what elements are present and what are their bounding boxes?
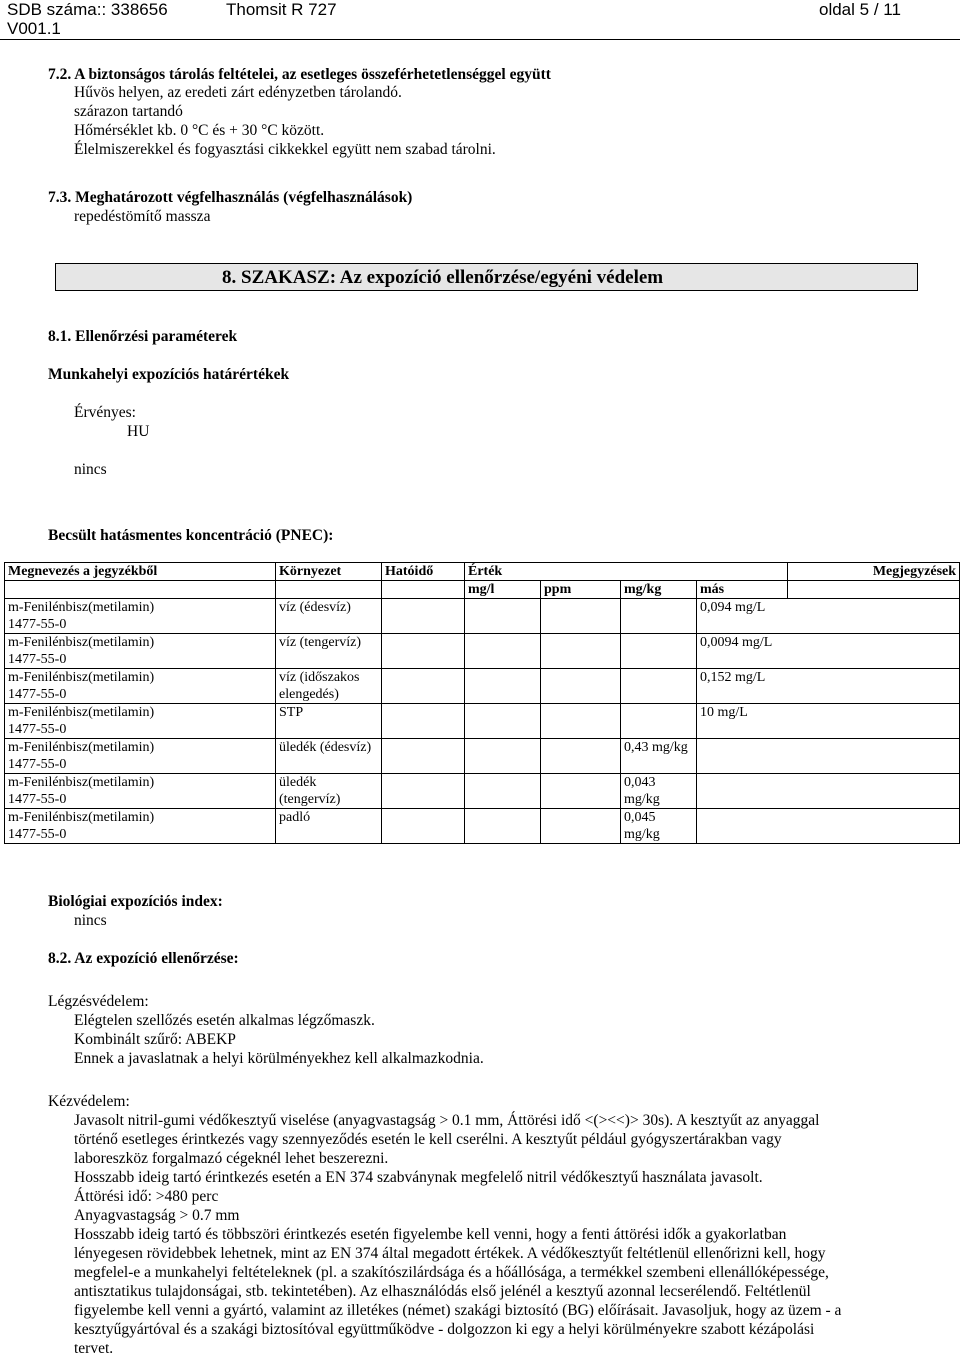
- environment: üledék (édesvíz): [276, 739, 382, 774]
- end-use-line: repedéstömítő massza: [74, 208, 211, 225]
- hand-line: Hosszabb ideig tartó érintkezés esetén a EN 374 szabványnak megfelelő nitril védőkesztyű használata javasolt.: [74, 1169, 763, 1186]
- value-other: [697, 809, 960, 844]
- header-rule: [0, 39, 960, 40]
- hand-line: laboreszköz forgalmazó cégeknél lehet beszerezni.: [74, 1150, 389, 1167]
- value-other: 0,094 mg/L: [697, 599, 960, 634]
- respiratory-line: Elégtelen szellőzés esetén alkalmas légzőmaszk.: [74, 1012, 375, 1029]
- respiratory-line: Kombinált szűrő: ABEKP: [74, 1031, 236, 1048]
- substance-name: m-Fenilénbisz(metilamin): [8, 810, 155, 825]
- product-name: Thomsit R 727: [226, 0, 337, 19]
- cas-number: 1477-55-0: [8, 827, 67, 842]
- value-mgkg: [621, 704, 697, 739]
- substance-name: m-Fenilénbisz(metilamin): [8, 775, 155, 790]
- storage-line: szárazon tartandó: [74, 103, 183, 120]
- environment: üledék (tengervíz): [276, 774, 382, 809]
- version: V001.1: [7, 19, 61, 38]
- substance-name: m-Fenilénbisz(metilamin): [8, 600, 155, 615]
- workplace-none: nincs: [74, 461, 107, 478]
- environment: víz (édesvíz): [276, 599, 382, 634]
- value-mgkg: [621, 669, 697, 704]
- unit-mgl: mg/l: [465, 581, 541, 599]
- hand-line: tervet.: [74, 1340, 114, 1357]
- table-row: [5, 739, 960, 774]
- workplace-limits-title: Munkahelyi expozíciós határértékek: [48, 366, 290, 383]
- environment: padló: [276, 809, 382, 844]
- respiratory-line: Ennek a javaslatnak a helyi körülményekhez kell alkalmazkodnia.: [74, 1050, 484, 1067]
- value-mgkg: [621, 599, 697, 634]
- value-other: [697, 774, 960, 809]
- bio-index-title: Biológiai expozíciós index:: [48, 893, 223, 910]
- cas-number: 1477-55-0: [8, 687, 67, 702]
- hand-line: megfelel-e a munkahelyi feltételeknek (pl. a szakítószilárdsága és a hőállósága, a termékkel szembeni ellenállóképessége,: [74, 1264, 829, 1281]
- table-row: [5, 634, 960, 669]
- value-other: 0,152 mg/L: [697, 669, 960, 704]
- storage-line: Hűvös helyen, az eredeti zárt edényzetben tárolandó.: [74, 84, 402, 101]
- environment: víz (időszakos elengedés): [276, 669, 382, 704]
- hand-line: Javasolt nitril-gumi védőkesztyű viselése (anyagvastagság > 0.1 mm, Áttörési idő <(><<)> 30s). A kesztyűt az anyaggal: [74, 1112, 820, 1129]
- hand-line: Anyagvastagság > 0.7 mm: [74, 1207, 240, 1224]
- section-8-title: 8. SZAKASZ: Az expozíció ellenőrzése/egyéni védelem: [222, 267, 664, 288]
- section-8-header: [55, 263, 918, 291]
- cas-number: 1477-55-0: [8, 652, 67, 667]
- section-8-1-title: 8.1. Ellenőrzési paraméterek: [48, 328, 238, 345]
- header-value: Érték: [465, 563, 788, 581]
- pnec-header-row: [5, 563, 960, 581]
- value-mgkg: 0,43 mg/kg: [621, 739, 697, 774]
- hand-line: kesztyűgyártóval és a szakági biztosítóval együttműködve - dolgozzon ki egy a helyi körülményekre szabott kézápolási: [74, 1321, 815, 1338]
- cas-number: 1477-55-0: [8, 722, 67, 737]
- header-env: Környezet: [276, 563, 382, 581]
- cas-number: 1477-55-0: [8, 792, 67, 807]
- environment: STP: [276, 704, 382, 739]
- pnec-table: [4, 562, 960, 844]
- unit-ppm: ppm: [541, 581, 621, 599]
- header-time: Hatóidő: [382, 563, 465, 581]
- page-number: oldal 5 / 11: [819, 0, 901, 19]
- pnec-title: Becsült hatásmentes koncentráció (PNEC):: [48, 527, 334, 544]
- table-row: [5, 669, 960, 704]
- section-7-3-title: 7.3. Meghatározott végfelhasználás (végfelhasználások): [48, 189, 413, 206]
- storage-line: Hőmérséklet kb. 0 °C és + 30 °C között.: [74, 122, 325, 139]
- hand-line: Hosszabb ideig tartó és többszöri érintkezés esetén figyelembe kell venni, hogy a fenti áttörési idők a gyakorlatban: [74, 1226, 787, 1243]
- environment: víz (tengervíz): [276, 634, 382, 669]
- hand-line: történő esetleges érintkezés vagy szennyeződés esetén le kell cserélni. A kesztyűt például gyógyszertárakban vagy: [74, 1131, 782, 1148]
- table-row: [5, 774, 960, 809]
- header-notes: Megjegyzések: [788, 563, 960, 581]
- substance-name: m-Fenilénbisz(metilamin): [8, 705, 155, 720]
- cas-number: 1477-55-0: [8, 757, 67, 772]
- hand-line: Áttörési idő: >480 perc: [74, 1188, 219, 1205]
- substance-name: m-Fenilénbisz(metilamin): [8, 670, 155, 685]
- unit-other: más: [697, 581, 788, 599]
- substance-name: m-Fenilénbisz(metilamin): [8, 635, 155, 650]
- substance-name: m-Fenilénbisz(metilamin): [8, 740, 155, 755]
- hand-line: antisztatikus tulajdonságai, stb. tekintetében). Az elhasználódás első jelénél a kesztyű azonnal lecserélendő. Feltétlenül: [74, 1283, 811, 1300]
- section-7-2-title: 7.2. A biztonságos tárolás feltételei, az esetleges összeférhetetlenséggel együtt: [48, 66, 551, 83]
- value-other: [697, 739, 960, 774]
- header-name: Megnevezés a jegyzékből: [5, 563, 276, 581]
- valid-label: Érvényes:: [74, 404, 136, 421]
- bio-index-value: nincs: [74, 912, 107, 929]
- value-mgkg: [621, 634, 697, 669]
- value-other: 10 mg/L: [697, 704, 960, 739]
- hand-line: figyelembe kell venni a gyártó, valamint az illetékes (német) szakági biztosító (BG) előírásait. Javasoljuk, hogy az üzem - a: [74, 1302, 842, 1319]
- hand-line: lényegesen rövidebbek lehetnek, mint az EN 374 által megadott értékek. A védőkesztyűt feltétlenül ellenőrizni kell, hogy: [74, 1245, 826, 1262]
- valid-value: HU: [127, 423, 150, 440]
- hand-title: Kézvédelem:: [48, 1093, 130, 1110]
- section-8-2-title: 8.2. Az expozíció ellenőrzése:: [48, 950, 239, 967]
- table-row: [5, 809, 960, 844]
- table-row: [5, 704, 960, 739]
- value-mgkg: 0,043 mg/kg: [621, 774, 697, 809]
- respiratory-title: Légzésvédelem:: [48, 993, 149, 1010]
- value-other: 0,0094 mg/L: [697, 634, 960, 669]
- sdb-number: SDB száma:: 338656: [7, 0, 168, 19]
- value-mgkg: 0,045 mg/kg: [621, 809, 697, 844]
- unit-mgkg: mg/kg: [621, 581, 697, 599]
- table-row: [5, 599, 960, 634]
- storage-line: Élelmiszerekkel és fogyasztási cikkekkel együtt nem szabad tárolni.: [74, 141, 496, 158]
- cas-number: 1477-55-0: [8, 617, 67, 632]
- pnec-unit-row: [5, 581, 960, 599]
